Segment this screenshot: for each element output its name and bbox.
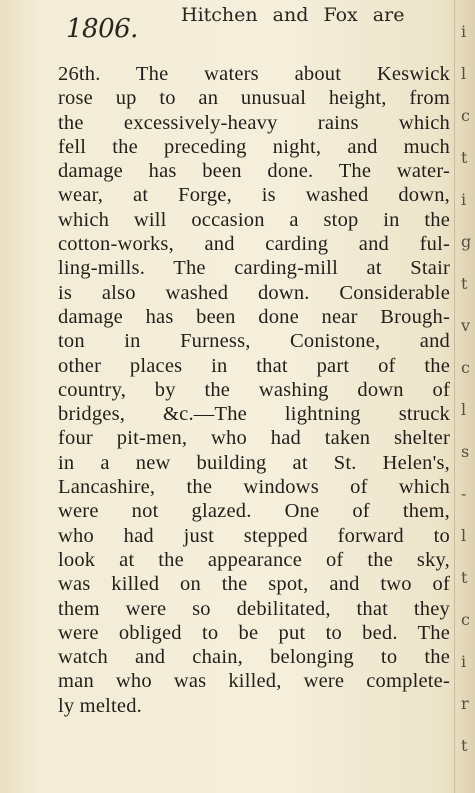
adjacent-column-char: i	[461, 22, 467, 41]
adjacent-column-char: l	[461, 400, 467, 419]
article-line: rose up to an unusual height, from	[58, 87, 450, 110]
adjacent-column-char: c	[461, 610, 470, 629]
article-line: look at the appearance of the sky,	[58, 548, 450, 571]
adjacent-column-char: l	[461, 64, 467, 83]
adjacent-column-char: t	[461, 736, 468, 755]
adjacent-column-char: v	[461, 316, 471, 335]
article-line: ly melted.	[58, 694, 142, 717]
article-line: man who was killed, were complete-	[58, 670, 450, 693]
adjacent-column-char: t	[461, 274, 468, 293]
adjacent-column-char: r	[461, 694, 469, 713]
adjacent-column-char: t	[461, 568, 468, 587]
adjacent-column-char: -	[461, 484, 467, 503]
article-line: bridges, &c.—The lightning struck	[58, 403, 450, 426]
adjacent-column-char: l	[461, 526, 467, 545]
article-line: Lancashire, the windows of which	[58, 476, 450, 499]
article-line: country, by the washing down of	[58, 378, 450, 401]
adjacent-column-char: g	[461, 232, 472, 251]
adjacent-column-char: c	[461, 358, 470, 377]
adjacent-column-char: c	[461, 106, 470, 125]
article-line: other places in that part of the	[58, 354, 450, 377]
article-line: in a new building at St. Helen's,	[58, 451, 450, 474]
article-line: 26th. The waters about Keswick	[58, 63, 450, 85]
article-line: ton in Furness, Conistone, and	[58, 330, 450, 353]
adjacent-column-char: t	[461, 148, 468, 167]
article-line: wear, at Forge, is washed down,	[58, 184, 450, 207]
article-line: them were so debilitated, that they	[58, 597, 450, 620]
article-line: four pit-men, who had taken shelter	[58, 427, 450, 450]
running-header-text: Hitchen and Fox are	[181, 4, 405, 26]
article-line: fell the preceding night, and much	[58, 135, 450, 158]
article-line: which will occasion a stop in the	[58, 208, 450, 231]
article-line: damage has been done near Brough-	[58, 305, 450, 328]
adjacent-column-char: i	[461, 652, 467, 671]
article-line: ling-mills. The carding-mill at Stair	[58, 257, 450, 280]
page-year: 1806.	[66, 14, 138, 44]
adjacent-column-char: s	[461, 442, 470, 461]
adjacent-column-char: i	[461, 190, 467, 209]
article-line: were obliged to be put to bed. The	[58, 621, 450, 644]
article-column	[58, 62, 450, 718]
article-line: were not glazed. One of them,	[58, 500, 450, 523]
article-line: is also washed down. Considerable	[58, 281, 450, 304]
article-line: who had just stepped forward to	[58, 524, 450, 547]
article-line: watch and chain, belonging to the	[58, 646, 450, 669]
article-line: was killed on the spot, and two of	[58, 573, 450, 596]
article-line: damage has been done. The water-	[58, 160, 450, 183]
article-line: the excessively-heavy rains which	[58, 111, 450, 134]
article-line: cotton-works, and carding and ful-	[58, 233, 450, 256]
